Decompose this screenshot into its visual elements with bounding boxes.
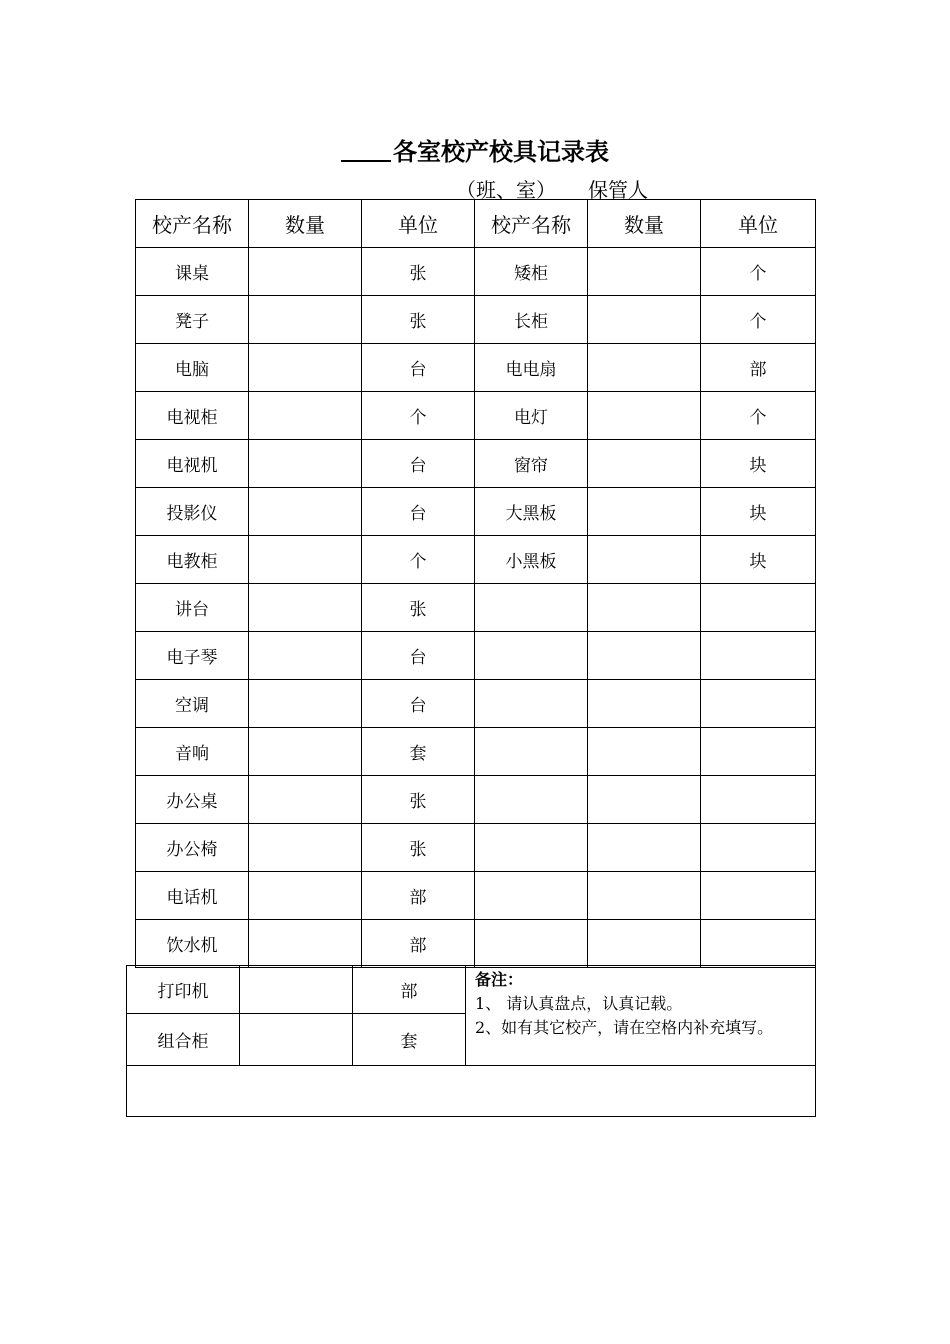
asset-name-cell: 电电扇 [475, 344, 588, 392]
unit-cell: 台 [362, 632, 475, 680]
unit-cell [701, 728, 816, 776]
table-row [136, 872, 816, 920]
table-row [136, 440, 816, 488]
table-row [127, 966, 816, 1014]
unit-cell: 张 [362, 776, 475, 824]
notes-cell [466, 966, 816, 1066]
table-row [136, 344, 816, 392]
header-cell: 校产名称 [475, 200, 588, 248]
asset-name-cell: 饮水机 [136, 920, 249, 968]
asset-name-cell: 电教柜 [136, 536, 249, 584]
asset-name-cell [475, 632, 588, 680]
unit-cell: 台 [362, 488, 475, 536]
quantity-cell[interactable] [249, 344, 362, 392]
unit-cell: 台 [362, 344, 475, 392]
asset-name-cell [475, 872, 588, 920]
quantity-cell[interactable] [588, 488, 701, 536]
page-title [0, 132, 950, 167]
header-cell: 数量 [588, 200, 701, 248]
blank-footer-cell[interactable] [127, 1066, 816, 1117]
asset-name-cell: 课桌 [136, 248, 249, 296]
quantity-cell[interactable] [588, 584, 701, 632]
table-row [136, 536, 816, 584]
table-row [136, 824, 816, 872]
quantity-cell[interactable] [588, 824, 701, 872]
quantity-cell[interactable] [588, 392, 701, 440]
quantity-cell[interactable] [588, 248, 701, 296]
notes-line-2: 2、如有其它校产，请在空格内补充填写。 [475, 1018, 774, 1037]
unit-cell: 台 [362, 440, 475, 488]
unit-cell: 块 [701, 488, 816, 536]
asset-name-cell [475, 584, 588, 632]
quantity-cell[interactable] [588, 440, 701, 488]
unit-cell: 部 [701, 344, 816, 392]
table-row [136, 488, 816, 536]
quantity-cell[interactable] [588, 632, 701, 680]
unit-cell: 台 [362, 680, 475, 728]
table-row [136, 248, 816, 296]
quantity-cell[interactable] [249, 584, 362, 632]
asset-name-cell: 讲台 [136, 584, 249, 632]
quantity-cell[interactable] [249, 824, 362, 872]
asset-name-cell: 小黑板 [475, 536, 588, 584]
unit-cell: 套 [353, 1014, 466, 1066]
unit-cell: 个 [701, 296, 816, 344]
quantity-cell[interactable] [249, 776, 362, 824]
quantity-cell[interactable] [588, 920, 701, 968]
unit-cell: 部 [353, 966, 466, 1014]
asset-name-cell: 投影仪 [136, 488, 249, 536]
asset-name-cell: 长柜 [475, 296, 588, 344]
keeper-label: 保管人 [588, 178, 648, 202]
unit-cell [701, 776, 816, 824]
unit-cell: 个 [701, 248, 816, 296]
notes-title: 备注： [475, 970, 524, 989]
asset-name-cell [475, 776, 588, 824]
asset-name-cell: 电灯 [475, 392, 588, 440]
quantity-cell[interactable] [240, 966, 353, 1014]
table-row [136, 296, 816, 344]
header-cell: 数量 [249, 200, 362, 248]
asset-name-cell: 电视机 [136, 440, 249, 488]
header-cell: 校产名称 [136, 200, 249, 248]
asset-name-cell [475, 728, 588, 776]
quantity-cell[interactable] [249, 440, 362, 488]
quantity-cell[interactable] [588, 728, 701, 776]
title-blank-line[interactable] [341, 138, 391, 162]
table-row [136, 920, 816, 968]
quantity-cell[interactable] [240, 1014, 353, 1066]
table-row [136, 392, 816, 440]
table-row [136, 680, 816, 728]
unit-cell: 套 [362, 728, 475, 776]
blank-footer-row [127, 1066, 816, 1117]
asset-name-cell: 办公桌 [136, 776, 249, 824]
asset-name-cell: 办公椅 [136, 824, 249, 872]
quantity-cell[interactable] [588, 296, 701, 344]
quantity-cell[interactable] [249, 680, 362, 728]
asset-name-cell: 电视柜 [136, 392, 249, 440]
unit-cell: 张 [362, 584, 475, 632]
bottom-table [126, 965, 816, 1117]
unit-cell: 张 [362, 296, 475, 344]
unit-cell: 块 [701, 440, 816, 488]
quantity-cell[interactable] [249, 392, 362, 440]
asset-name-cell: 电脑 [136, 344, 249, 392]
quantity-cell[interactable] [249, 632, 362, 680]
unit-cell [701, 872, 816, 920]
asset-name-cell: 凳子 [136, 296, 249, 344]
unit-cell: 部 [362, 920, 475, 968]
unit-cell [701, 920, 816, 968]
table-row [136, 632, 816, 680]
unit-cell: 个 [701, 392, 816, 440]
asset-name-cell: 电话机 [136, 872, 249, 920]
unit-cell [701, 680, 816, 728]
asset-name-cell: 矮柜 [475, 248, 588, 296]
quantity-cell[interactable] [249, 488, 362, 536]
unit-cell: 部 [362, 872, 475, 920]
unit-cell [701, 584, 816, 632]
class-label: （班、室） [456, 178, 556, 202]
quantity-cell[interactable] [249, 536, 362, 584]
unit-cell: 张 [362, 824, 475, 872]
asset-name-cell: 电子琴 [136, 632, 249, 680]
quantity-cell[interactable] [249, 920, 362, 968]
unit-cell: 个 [362, 392, 475, 440]
unit-cell: 个 [362, 536, 475, 584]
asset-name-cell: 空调 [136, 680, 249, 728]
unit-cell: 张 [362, 248, 475, 296]
quantity-cell[interactable] [249, 872, 362, 920]
quantity-cell[interactable] [249, 248, 362, 296]
asset-name-cell: 大黑板 [475, 488, 588, 536]
header-cell: 单位 [362, 200, 475, 248]
keeper-blank-line[interactable] [648, 179, 738, 200]
header-cell: 单位 [701, 200, 816, 248]
quantity-cell[interactable] [588, 680, 701, 728]
quantity-cell[interactable] [249, 728, 362, 776]
unit-cell [701, 824, 816, 872]
title-text: 各室校产校具记录表 [393, 137, 609, 166]
unit-cell: 块 [701, 536, 816, 584]
class-blank-line[interactable] [388, 179, 456, 200]
assets-table [135, 199, 816, 968]
table-row [136, 728, 816, 776]
quantity-cell[interactable] [588, 344, 701, 392]
quantity-cell[interactable] [249, 296, 362, 344]
notes-line-1: 1、 请认真盘点，认真记载。 [475, 994, 683, 1013]
asset-name-cell: 音响 [136, 728, 249, 776]
asset-name-cell: 组合柜 [127, 1014, 240, 1066]
table-row [136, 584, 816, 632]
unit-cell [701, 632, 816, 680]
asset-name-cell: 打印机 [127, 966, 240, 1014]
table-header-row [136, 200, 816, 248]
asset-name-cell [475, 680, 588, 728]
quantity-cell[interactable] [588, 776, 701, 824]
asset-name-cell [475, 920, 588, 968]
asset-name-cell [475, 824, 588, 872]
quantity-cell[interactable] [588, 536, 701, 584]
table-row [136, 776, 816, 824]
asset-name-cell: 窗帘 [475, 440, 588, 488]
quantity-cell[interactable] [588, 872, 701, 920]
